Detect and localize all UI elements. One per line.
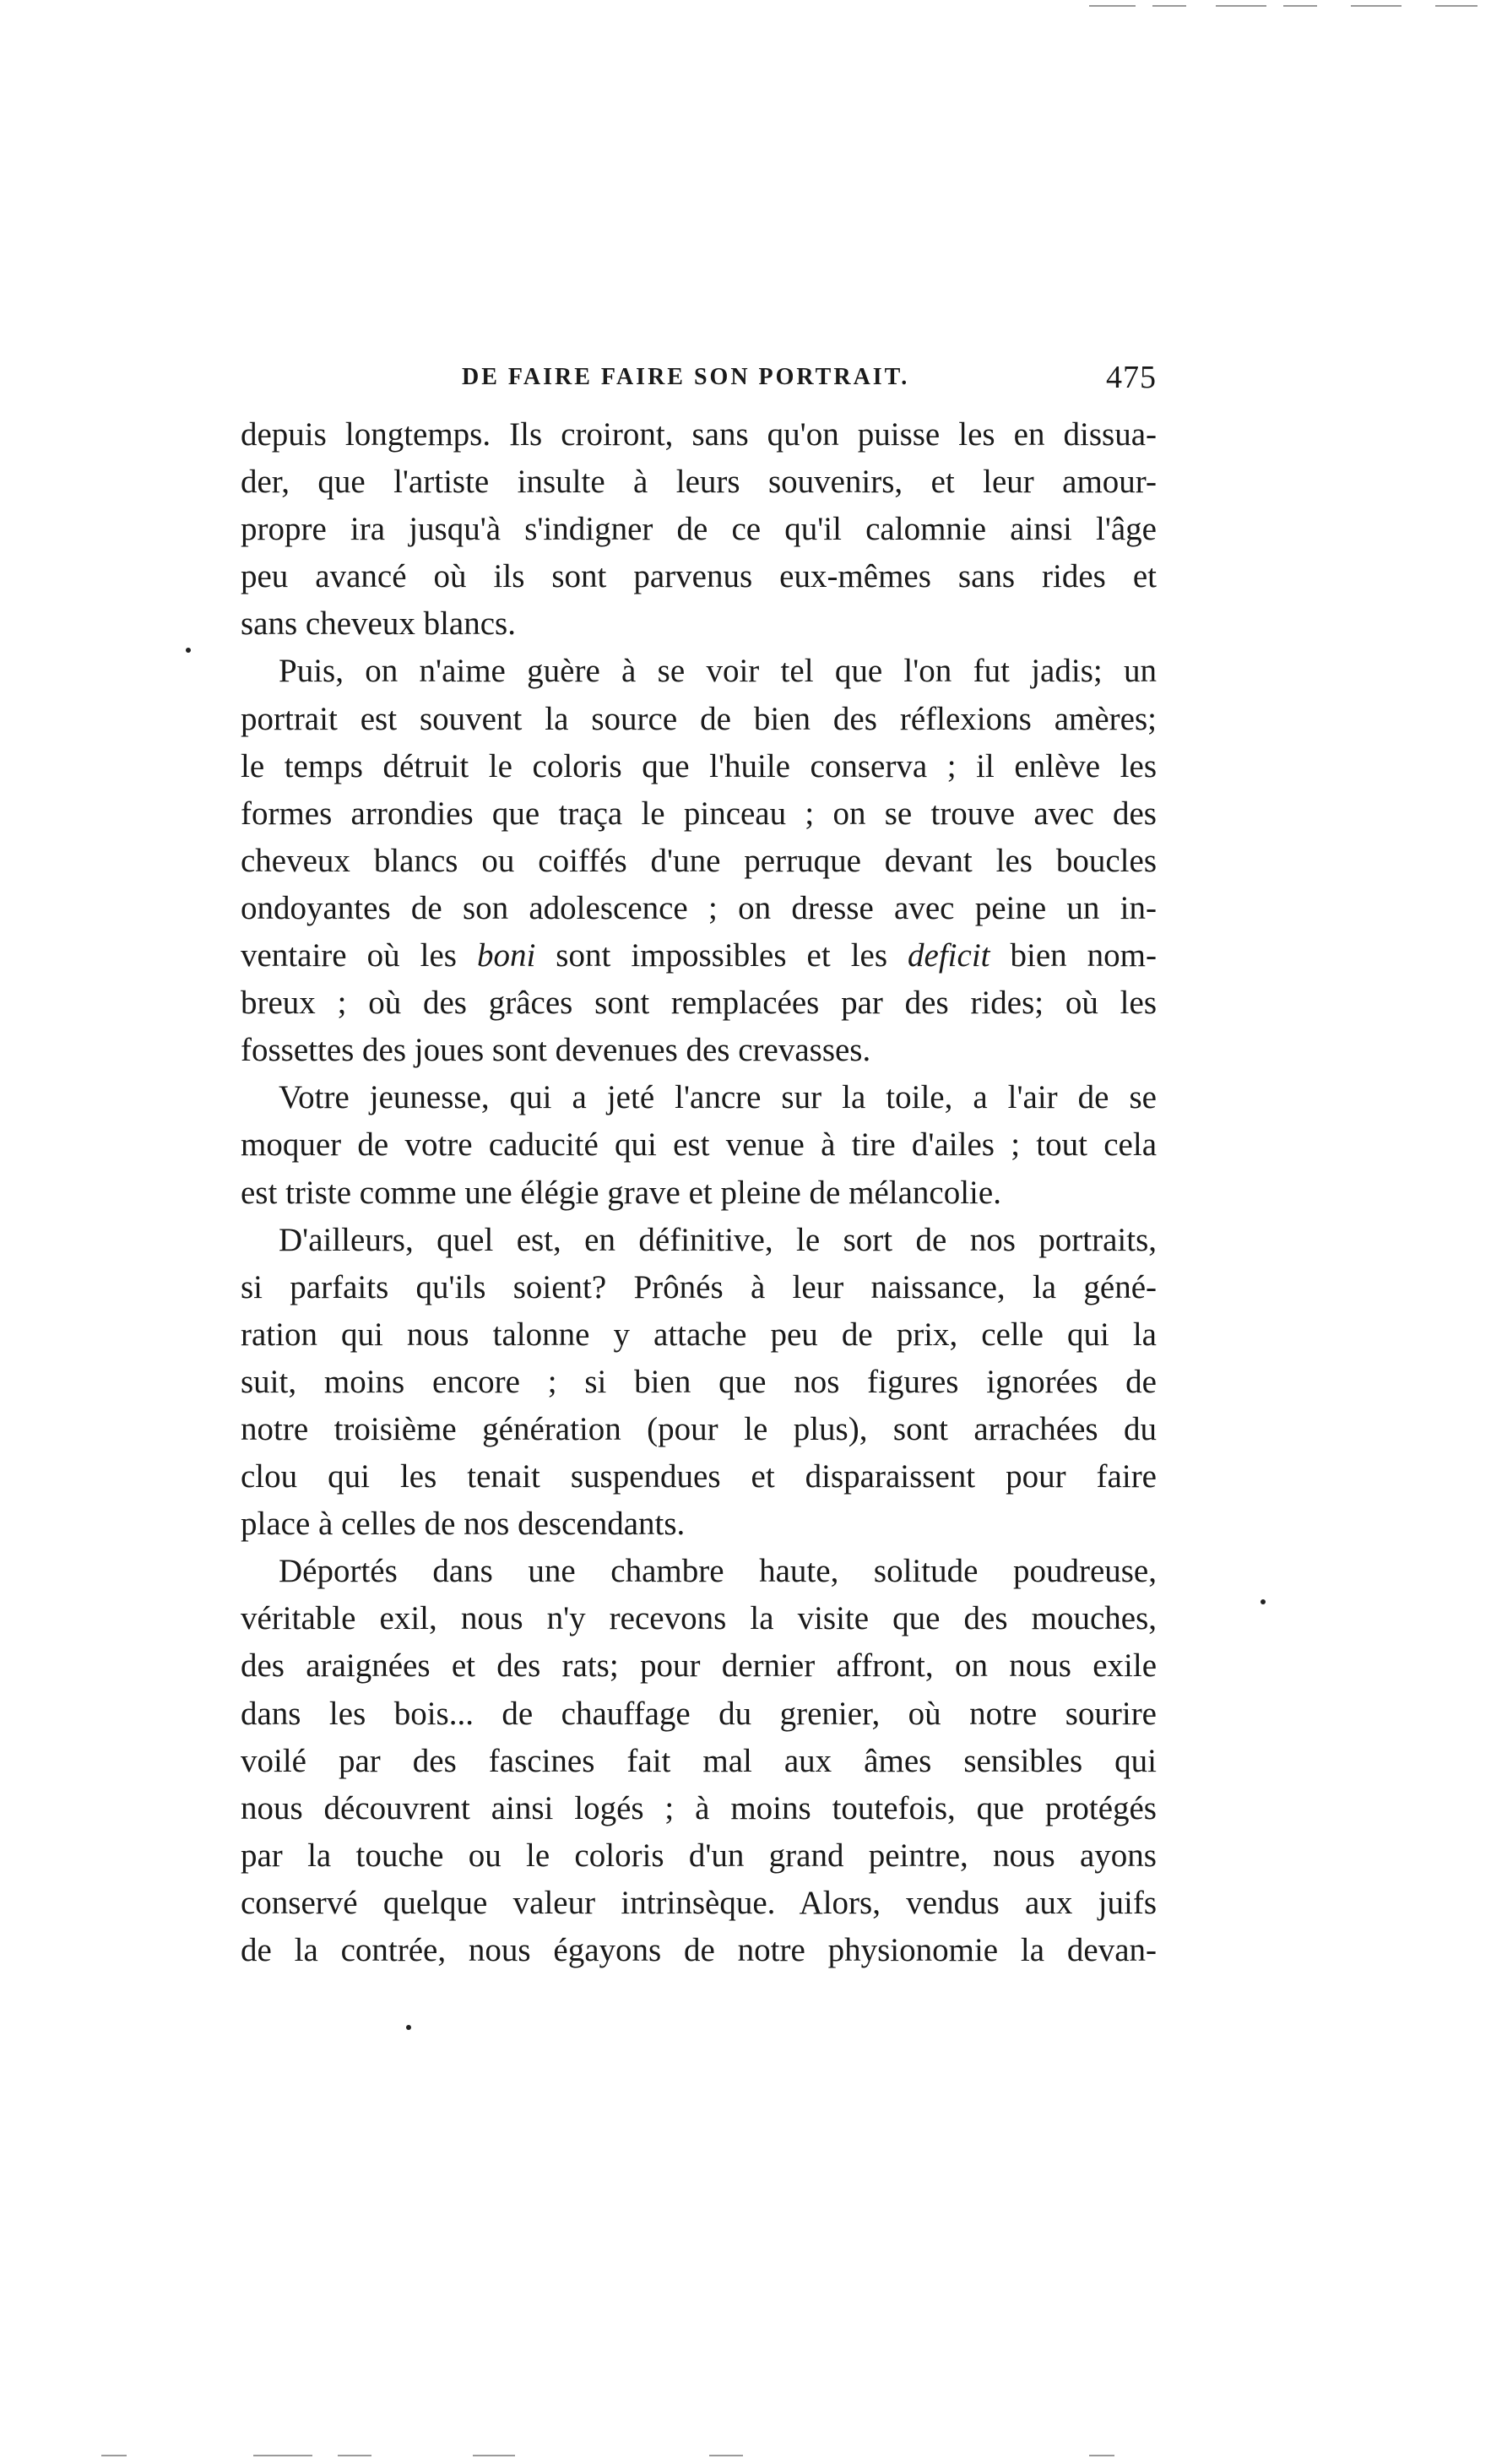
text-line: breux ; où des grâces sont remplacées par des rides; où les — [241, 985, 1157, 1022]
text-line: clou qui les tenait suspendues et disparaissent pour faire — [241, 1458, 1157, 1495]
text-line: dans les bois... de chauffage du grenier, où notre sourire — [241, 1695, 1157, 1732]
text-line: moquer de votre caducité qui est venue à tire d'ailes ; tout cela — [241, 1126, 1157, 1164]
scan-edge-mark — [709, 2455, 743, 2456]
text-line: notre troisième génération (pour le plus), sont arrachées du — [241, 1410, 1157, 1447]
paragraph — [241, 411, 1157, 648]
scan-edge-mark — [1152, 5, 1186, 7]
scan-edge-mark — [338, 2455, 371, 2456]
ink-speck — [1261, 1599, 1266, 1604]
text-segment: ventaire où les — [241, 937, 477, 974]
text-line: Votre jeunesse, qui a jeté l'ancre sur la toile, a l'air de se — [279, 1079, 1157, 1116]
running-header — [241, 359, 1157, 398]
text-segment: bien nom- — [989, 937, 1157, 974]
scan-edge-mark — [473, 2455, 515, 2456]
text-line: fossettes des joues sont devenues des crevasses. — [241, 1032, 871, 1069]
text-line: cheveux blancs ou coiffés d'une perruque devant les boucles — [241, 842, 1157, 879]
text-line: place à celles de nos descendants. — [241, 1506, 686, 1543]
text-line: D'ailleurs, quel est, en définitive, le sort de nos portraits, — [279, 1221, 1157, 1258]
scan-edge-mark — [253, 2455, 312, 2456]
italic-word: deficit — [908, 937, 990, 974]
scan-edge-mark — [1089, 5, 1136, 7]
text-line: ration qui nous talonne y attache peu de prix, celle qui la — [241, 1316, 1157, 1353]
paragraph — [241, 1074, 1157, 1216]
text-line: formes arrondies que traça le pinceau ; on se trouve avec des — [241, 795, 1157, 832]
scan-edge-mark — [1351, 5, 1402, 7]
italic-word: boni — [476, 937, 536, 974]
text-line: suit, moins encore ; si bien que nos figures ignorées de — [241, 1363, 1157, 1400]
text-line — [241, 932, 1157, 980]
paragraph — [241, 648, 1157, 1074]
text-line: Déportés dans une chambre haute, solitude poudreuse, — [279, 1553, 1157, 1590]
scan-edge-mark — [1216, 5, 1266, 7]
scan-edge-mark — [101, 2455, 127, 2456]
scan-edge-mark — [1435, 5, 1477, 7]
text-segment: sont impossibles et les — [535, 937, 908, 974]
text-line: ondoyantes de son adolescence ; on dresse avec peine un in- — [241, 889, 1157, 926]
text-line: depuis longtemps. Ils croiront, sans qu'on puisse les en dissua- — [241, 416, 1157, 453]
ink-speck — [186, 648, 191, 653]
text-line: par la touche ou le coloris d'un grand peintre, nous ayons — [241, 1837, 1157, 1874]
text-line: nous découvrent ainsi logés ; à moins toutefois, que protégés — [241, 1789, 1157, 1826]
text-line: conservé quelque valeur intrinsèque. Alors, vendus aux juifs — [241, 1884, 1157, 1921]
text-line: voilé par des fascines fait mal aux âmes sensibles qui — [241, 1742, 1157, 1779]
text-line: véritable exil, nous n'y recevons la visite que des mouches, — [241, 1600, 1157, 1637]
text-line: si parfaits qu'ils soient? Prônés à leur naissance, la géné- — [241, 1268, 1157, 1305]
text-line: portrait est souvent la source de bien des réflexions amères; — [241, 700, 1157, 737]
scan-edge-mark — [1089, 2455, 1114, 2456]
text-line: propre ira jusqu'à s'indigner de ce qu'il calomnie ainsi l'âge — [241, 511, 1157, 548]
text-line: de la contrée, nous égayons de notre physionomie la devan- — [241, 1932, 1157, 1968]
scan-edge-mark — [1283, 5, 1317, 7]
paragraph — [241, 1548, 1157, 1974]
text-line: des araignées et des rats; pour dernier affront, on nous exile — [241, 1647, 1157, 1685]
text-line: est triste comme une élégie grave et pleine de mélancolie. — [241, 1174, 1001, 1211]
running-title: DE FAIRE FAIRE SON PORTRAIT. — [462, 364, 910, 390]
text-line: sans cheveux blancs. — [241, 605, 516, 643]
text-line: peu avancé où ils sont parvenus eux-mêmes sans rides et — [241, 558, 1157, 595]
paragraph — [241, 1217, 1157, 1549]
text-line: Puis, on n'aime guère à se voir tel que l'on fut jadis; un — [279, 653, 1157, 690]
ink-speck — [406, 2025, 411, 2030]
body-text — [241, 411, 1157, 1974]
page-number: 475 — [1106, 360, 1157, 395]
text-line: der, que l'artiste insulte à leurs souvenirs, et leur amour- — [241, 464, 1157, 501]
text-line: le temps détruit le coloris que l'huile conserva ; il enlève les — [241, 747, 1157, 784]
